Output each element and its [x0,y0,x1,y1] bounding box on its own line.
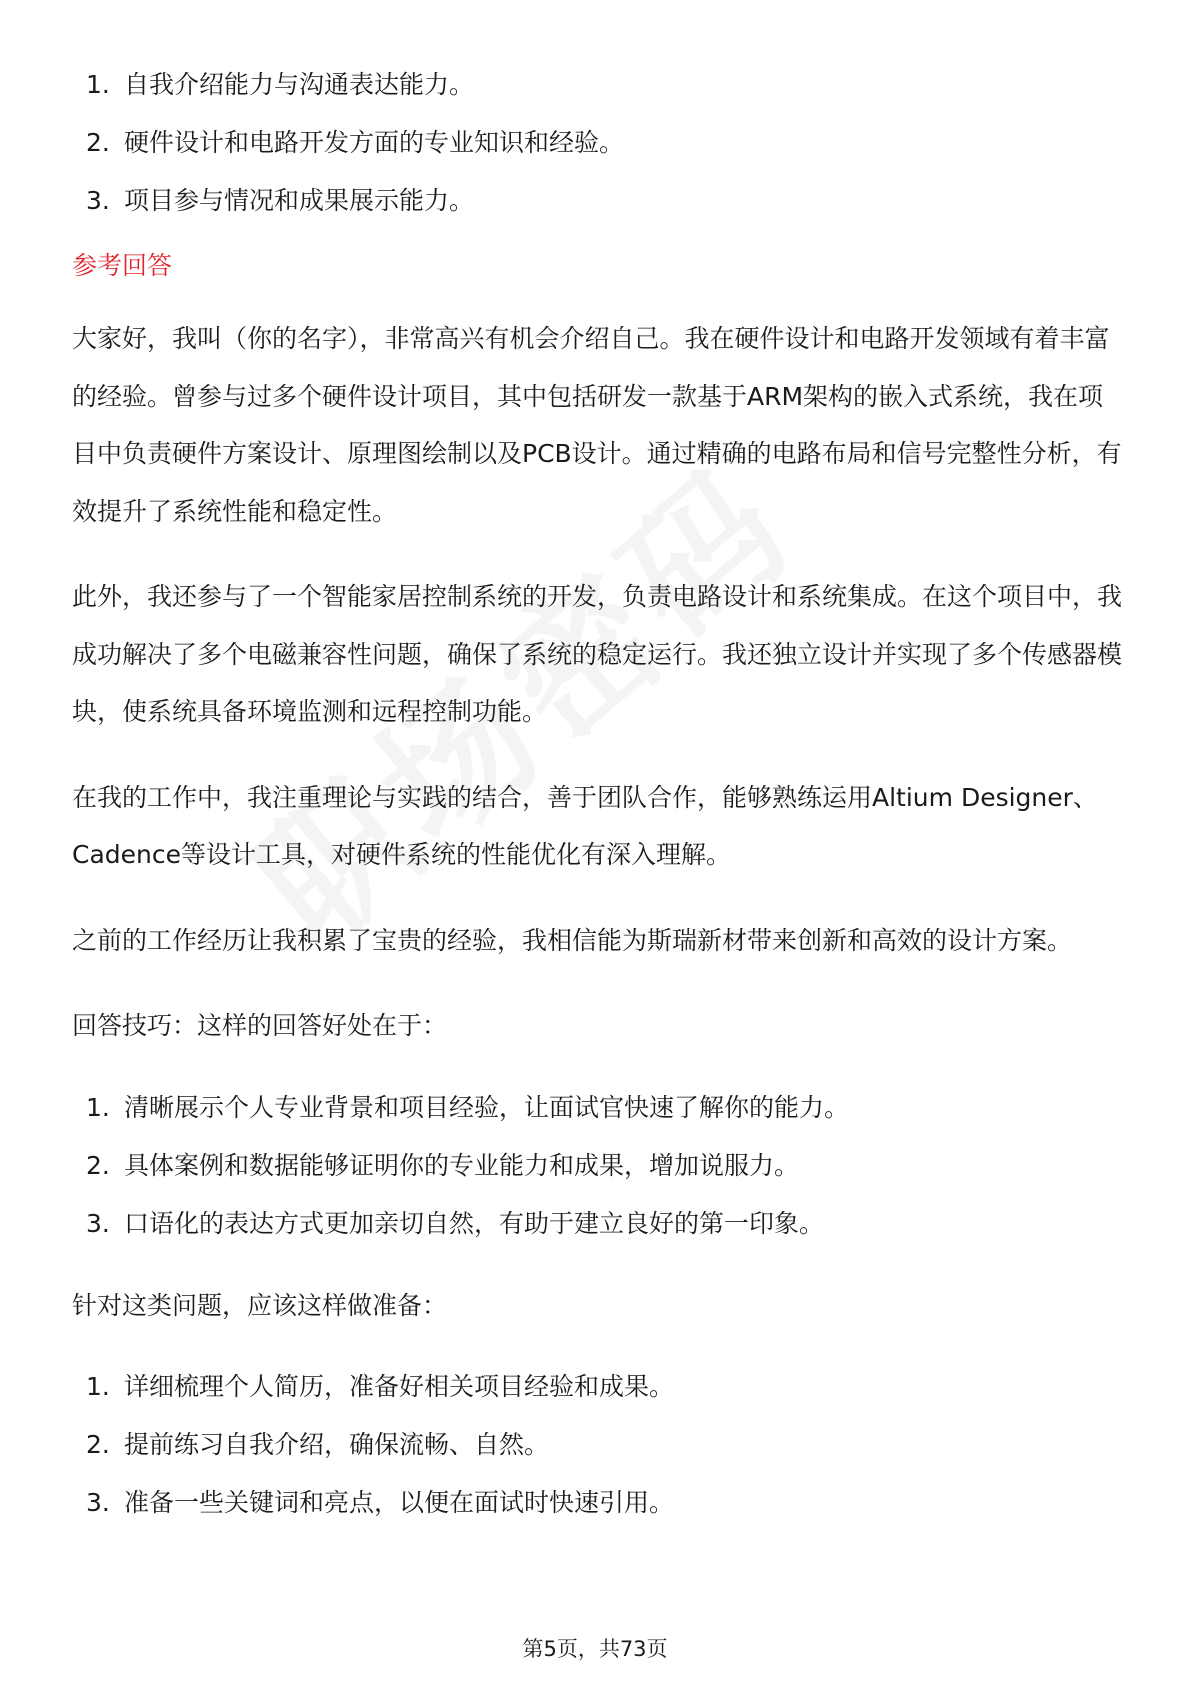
list-text: 硬件设计和电路开发方面的专业知识和经验。 [124,128,625,157]
list-text: 准备一些关键词和亮点，以便在面试时快速引用。 [124,1488,675,1517]
tips-intro: 回答技巧：这样的回答好处在于： [72,1011,448,1040]
prep-intro: 针对这类问题，应该这样做准备： [72,1290,448,1320]
page-footer: 第5页，共73页 [522,1637,668,1661]
list-text: 自我介绍能力与沟通表达能力。 [124,70,475,99]
list-number: 1. [86,70,110,99]
answer-heading: 参考回答 [72,251,173,280]
list-item [72,1358,1122,1416]
list-text: 详细梳理个人简历，准备好相关项目经验和成果。 [124,1372,675,1401]
list-number: 3. [86,186,110,215]
list-item [72,1474,1122,1532]
answer-paragraph: 在我的工作中，我注重理论与实践的结合，善于团队合作，能够熟练运用Altium Designer、Cadence等设计工具，对硬件系统的性能优化有深入理解。 [72,782,1098,869]
list-item [72,1195,1122,1253]
list-text: 口语化的表达方式更加亲切自然，有助于建立良好的第一印象。 [124,1208,825,1238]
list-item [72,1137,1122,1195]
tips-list [72,1079,1122,1253]
list-number: 3. [86,1208,110,1238]
list-number: 1. [86,1372,110,1401]
answer-paragraph: 之前的工作经历让我积累了宝贵的经验，我相信能为斯瑞新材带来创新和高效的设计方案。 [72,925,1073,955]
list-item [72,172,1122,230]
answer-paragraph: 此外，我还参与了一个智能家居控制系统的开发，负责电路设计和系统集成。在这个项目中，我成功解决了多个电磁兼容性问题，确保了系统的稳定运行。我还独立设计并实现了多个传感器模块，使系统具备环境监测和远程控制功能。 [72,582,1123,726]
list-text: 具体案例和数据能够证明你的专业能力和成果，增加说服力。 [124,1150,800,1180]
document-page [72,56,1122,1532]
list-number: 2. [86,128,110,157]
list-item [72,1079,1122,1137]
intro-list [72,56,1122,230]
list-item [72,1416,1122,1474]
prep-list [72,1358,1122,1532]
list-number: 2. [86,1430,110,1459]
answer-paragraph: 大家好，我叫（你的名字），非常高兴有机会介绍自己。我在硬件设计和电路开发领域有着丰富的经验。曾参与过多个硬件设计项目，其中包括研发一款基于ARM架构的嵌入式系统，我在项目中负责硬件方案设计、原理图绘制以及PCB设计。通过精确的电路布局和信号完整性分析，有效提升了系统性能和稳定性。 [72,324,1122,526]
list-number: 3. [86,1488,110,1517]
list-item [72,56,1122,114]
list-number: 1. [86,1092,110,1122]
list-item [72,114,1122,172]
list-number: 2. [86,1150,110,1180]
list-text: 项目参与情况和成果展示能力。 [124,186,475,215]
list-text: 清晰展示个人专业背景和项目经验，让面试官快速了解你的能力。 [124,1092,850,1122]
list-text: 提前练习自我介绍，确保流畅、自然。 [124,1430,550,1459]
